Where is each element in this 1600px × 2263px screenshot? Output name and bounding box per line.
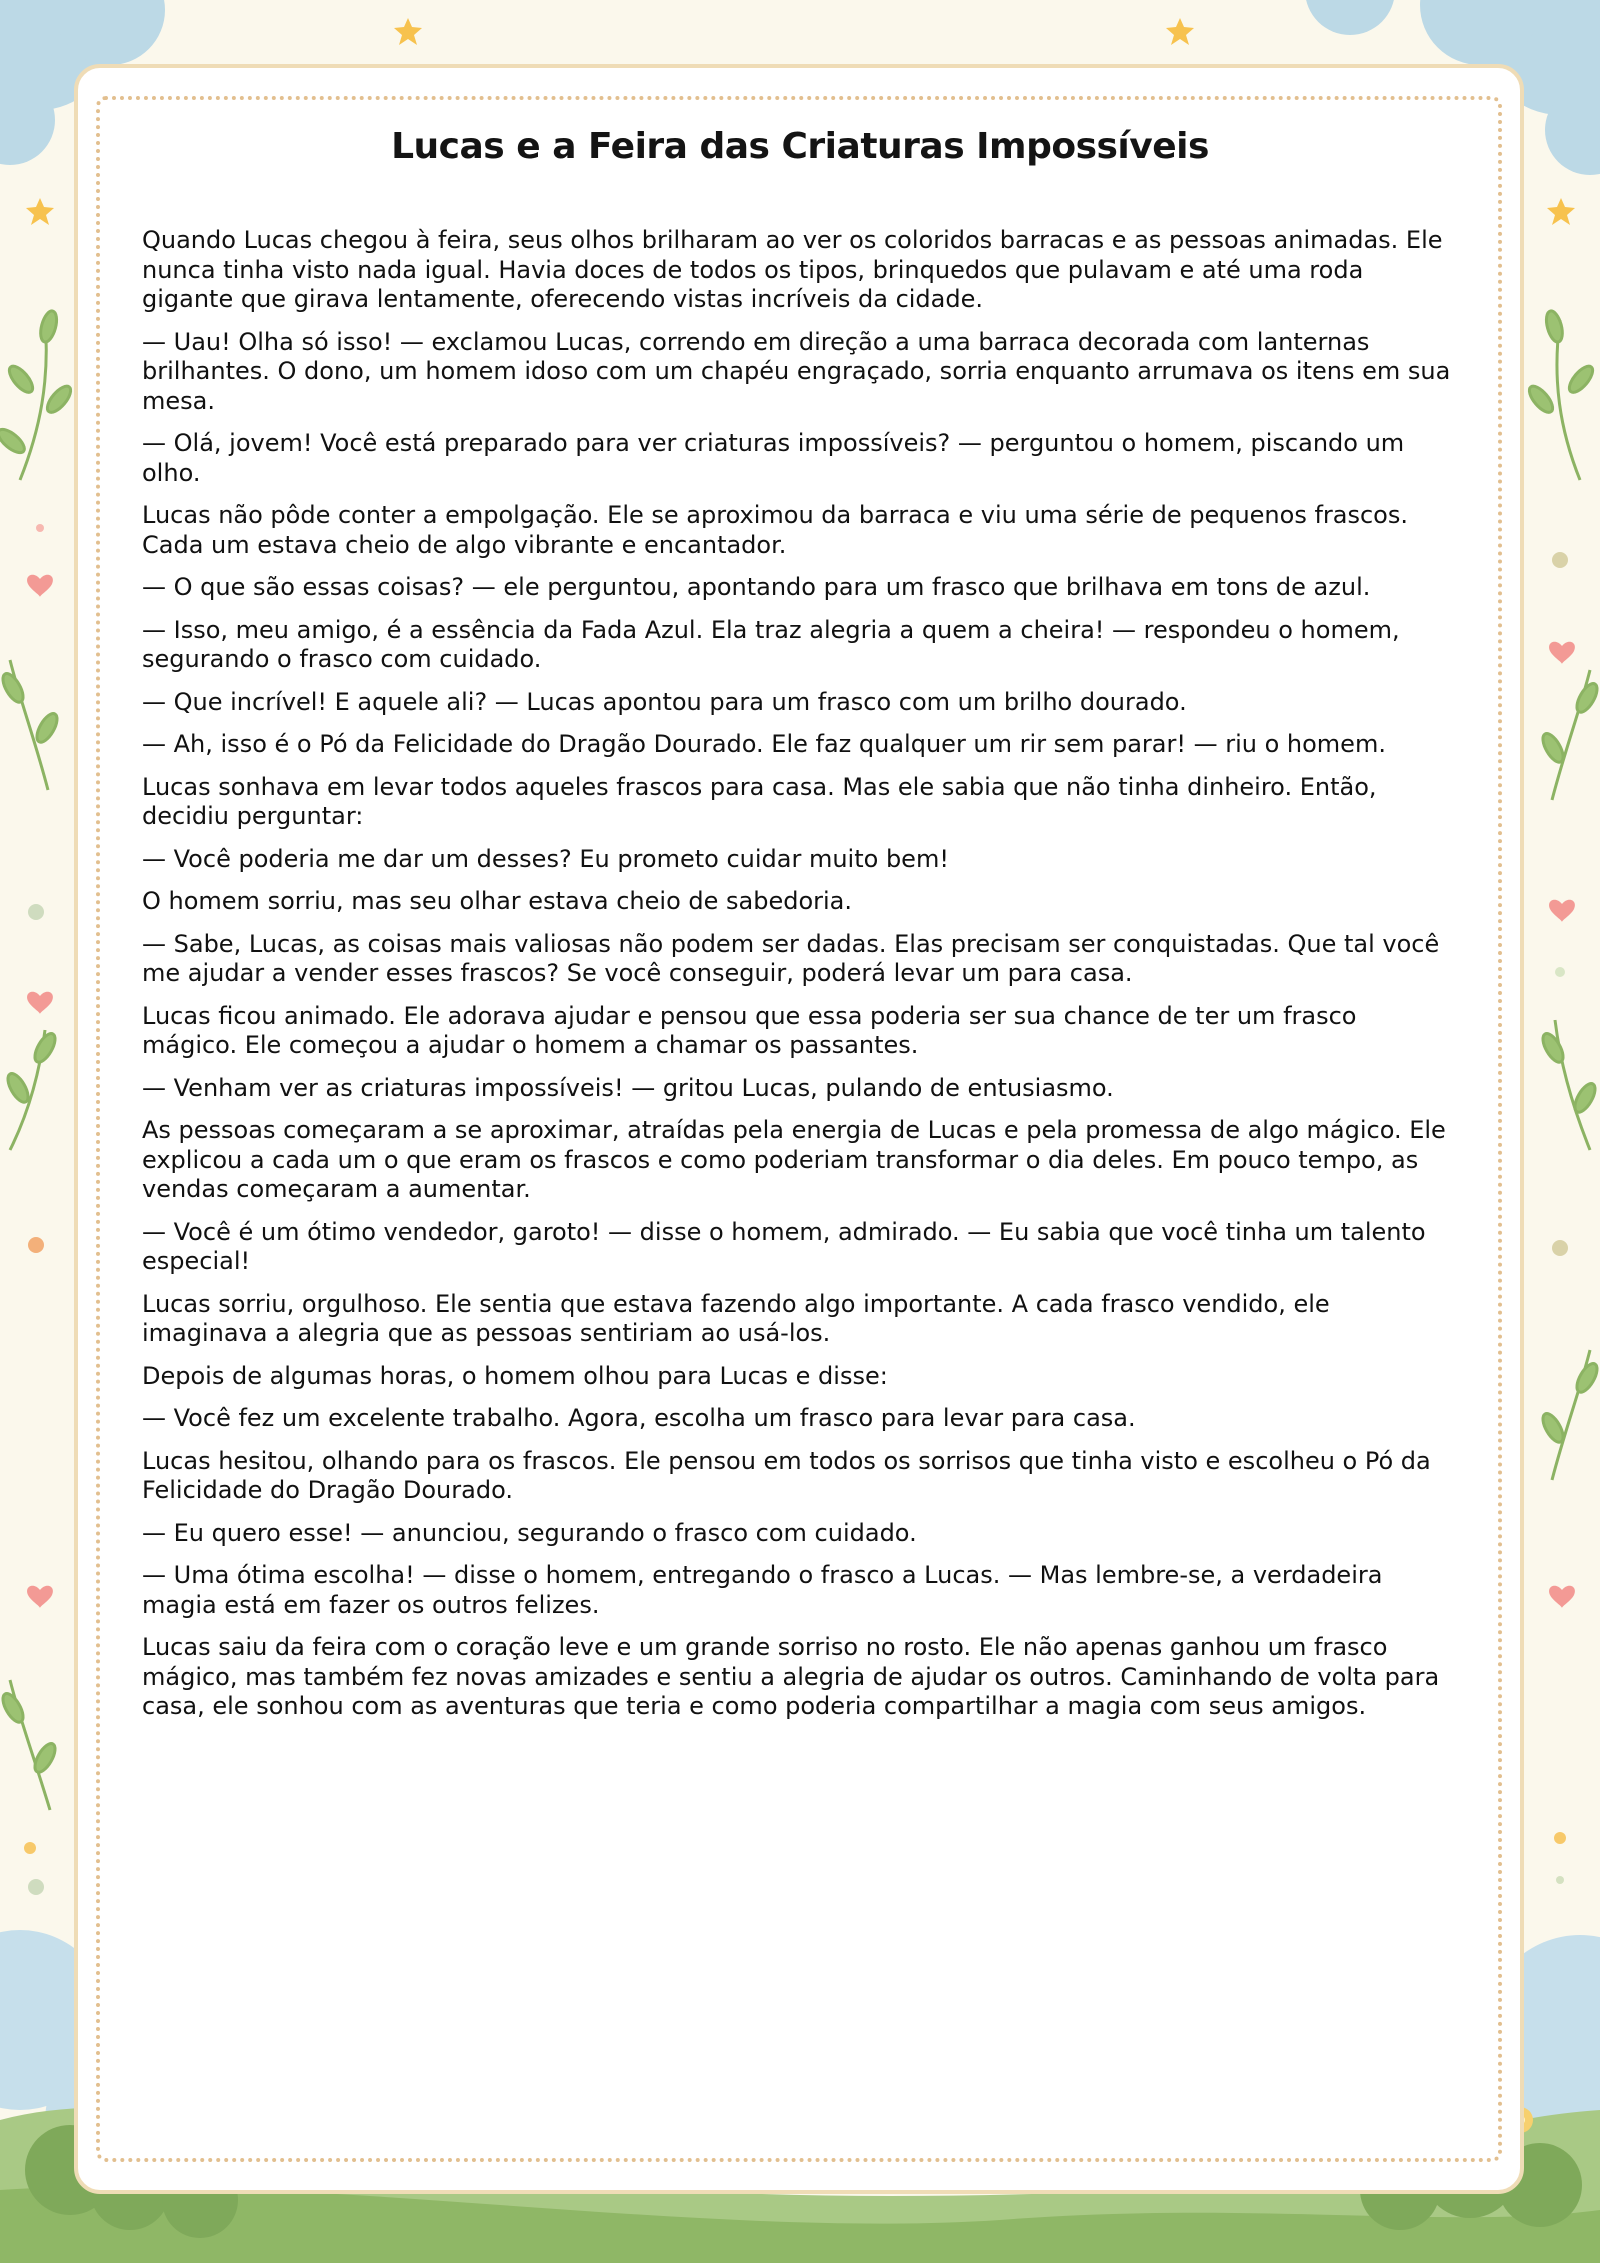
story-paragraph: As pessoas começaram a se aproximar, atraídas pela energia de Lucas e pela promessa de algo mágico. Ele explicou a cada um o que eram os frascos e como poderiam transformar o dia deles. Em pouco tempo, as vendas começaram a aumentar. [142, 1116, 1446, 1203]
story-paragraph: — Olá, jovem! Você está preparado para ver criaturas impossíveis? — perguntou o homem, piscando um olho. [142, 429, 1405, 487]
story-paragraph: — Você fez um excelente trabalho. Agora, escolha um frasco para levar para casa. [142, 1404, 1136, 1432]
story-paragraph: — Isso, meu amigo, é a essência da Fada Azul. Ela traz alegria a quem a cheira! — respondeu o homem, segurando o frasco com cuidado. [142, 615, 1400, 673]
story-paragraph: Lucas sorriu, orgulhoso. Ele sentia que estava fazendo algo importante. A cada frasco vendido, ele imaginava a alegria que as pessoas sentiriam ao usá-los. [142, 1289, 1330, 1347]
story-body [142, 226, 1458, 1735]
story-paragraph: — Sabe, Lucas, as coisas mais valiosas não podem ser dadas. Elas precisam ser conquistadas. Que tal você me ajudar a vender esses frascos? Se você conseguir, poderá levar um para casa. [142, 929, 1440, 987]
story-paragraph: Lucas hesitou, olhando para os frascos. Ele pensou em todos os sorrisos que tinha visto e escolheu o Pó da Felicidade do Dragão Dourado. [142, 1446, 1431, 1504]
story-paragraph: — Você poderia me dar um desses? Eu prometo cuidar muito bem! [142, 844, 949, 873]
story-paragraph: Lucas sonhava em levar todos aqueles frascos para casa. Mas ele sabia que não tinha dinheiro. Então, decidiu perguntar: [142, 772, 1377, 830]
story-paragraph: — Que incrível! E aquele ali? — Lucas apontou para um frasco com um brilho dourado. [142, 687, 1187, 716]
story-paragraph: — Venham ver as criaturas impossíveis! — gritou Lucas, pulando de entusiasmo. [142, 1073, 1114, 1102]
story-paragraph: Lucas saiu da feira com o coração leve e um grande sorriso no rosto. Ele não apenas ganhou um frasco mágico, mas também fez novas amizades e sentiu a alegria de ajudar os outros. Caminhando de volta para casa, ele sonhou com as aventuras que teria e como poderia compartilhar a magia com seus amigos. [142, 1633, 1440, 1720]
story-paragraph: Lucas não pôde conter a empolgação. Ele se aproximou da barraca e viu uma série de pequenos frascos. Cada um estava cheio de algo vibrante e encantador. [142, 501, 1408, 559]
leaf-branch-icon [1525, 309, 1600, 1480]
story-paragraph: — Uma ótima escolha! — disse o homem, entregando o frasco a Lucas. — Mas lembre-se, a verdadeira magia está em fazer os outros felizes. [142, 1561, 1383, 1619]
leaf-branch-icon [0, 309, 75, 1810]
story-paragraph: — Ah, isso é o Pó da Felicidade do Dragão Dourado. Ele faz qualquer um rir sem parar! — riu o homem. [142, 730, 1386, 758]
story-paragraph: Quando Lucas chegou à feira, seus olhos brilharam ao ver os coloridos barracas e as pessoas animadas. Ele nunca tinha visto nada igual. Havia doces de todos os tipos, brinquedos que pulavam e até uma roda gigante que girava lentamente, oferecendo vistas incríveis da cidade. [142, 226, 1443, 313]
story-paragraph: — Eu quero esse! — anunciou, segurando o frasco com cuidado. [142, 1518, 917, 1547]
story-paragraph: — O que são essas coisas? — ele perguntou, apontando para um frasco que brilhava em tons de azul. [142, 573, 1371, 601]
story-paragraph: — Você é um ótimo vendedor, garoto! — disse o homem, admirado. — Eu sabia que você tinha um talento especial! [142, 1217, 1426, 1275]
story-paragraph: O homem sorriu, mas seu olhar estava cheio de sabedoria. [142, 887, 853, 915]
story-paragraph: — Uau! Olha só isso! — exclamou Lucas, correndo em direção a uma barraca decorada com lanternas brilhantes. O dono, um homem idoso com um chapéu engraçado, sorria enquanto arrumava os itens em sua mesa. [142, 327, 1451, 415]
story-paragraph: Depois de algumas horas, o homem olhou para Lucas e disse: [142, 1361, 888, 1390]
story-paragraph: Lucas ficou animado. Ele adorava ajudar e pensou que essa poderia ser sua chance de ter um frasco mágico. Ele começou a ajudar o homem a chamar os passantes. [142, 1001, 1357, 1059]
story-title: Lucas e a Feira das Criaturas Impossíveis [391, 126, 1209, 167]
